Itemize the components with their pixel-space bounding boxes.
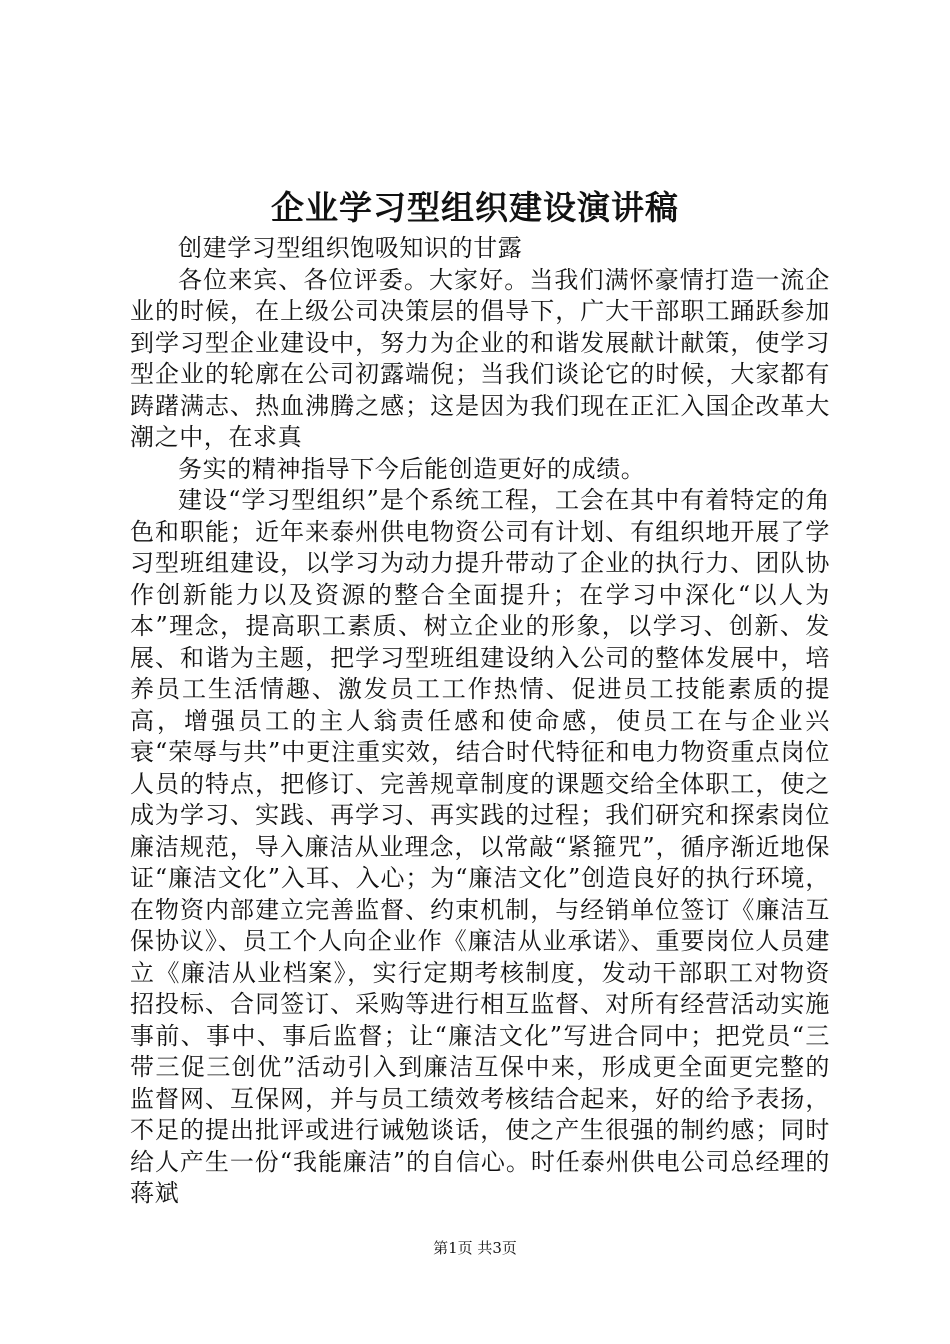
body-paragraph: 务实的精神指导下今后能创造更好的成绩。 bbox=[178, 454, 646, 483]
body-paragraph: 建设“学习型组织”是个系统工程，工会在其中有着特定的角色和职能；近年来泰州供电物资公司有计划、有组织地开展了学习型班组建设，以学习为动力提升带动了企业的执行力、团队协作创新能力以及资源的整合全面提升；在学习中深化“以人为本”理念，提高职工素质、树立企业的形象，以学习、创新、发展、和谐为主题，把学习型班组建设纳入公司的整体发展中，培养员工生活情趣、激发员工工作热情、促进员工技能素质的提高，增强员工的主人翁责任感和使命感，使员工在与企业兴衰“荣辱与共”中更注重实效，结合时代特征和电力物资重点岗位人员的特点，把修订、完善规章制度的课题交给全体职工，使之成为学习、实践、再学习、再实践的过程；我们研究和探索岗位廉洁规范，导入廉洁从业理念，以常敲“紧箍咒”，循序渐近地保证“廉洁文化”入耳、入心；为“廉洁文化”创造良好的执行环境，在物资内部建立完善监督、约束机制，与经销单位签订《廉洁互保协议》、员工个人向企业作《廉洁从业承诺》、重要岗位人员建立《廉洁从业档案》，实行定期考核制度，发动干部职工对物资招投标、合同签订、采购等进行相互监督、对所有经营活动实施事前、事中、事后监督；让“廉洁文化”写进合同中；把党员“三带三促三创优”活动引入到廉洁互保中来，形成更全面更完整的监督网、互保网，并与员工绩效考核结合起来，好的给予表扬，不足的提出批评或进行诫勉谈话，使之产生很强的制约感；同时给人产生一份“我能廉洁”的自信心。时任泰州供电公司总经理的蒋斌 bbox=[130, 486, 830, 1207]
document-body bbox=[130, 233, 830, 1210]
page-title: 企业学习型组织建设演讲稿 bbox=[271, 188, 679, 227]
subtitle-paragraph: 创建学习型组织饱吸知识的甘露 bbox=[178, 234, 523, 262]
body-paragraph: 各位来宾、各位评委。大家好。当我们满怀豪情打造一流企业的时候，在上级公司决策层的倡导下，广大干部职工踊跃参加到学习型企业建设中，努力为企业的和谐发展献计献策，使学习型企业的轮廓在公司初露端倪；当我们谈论它的时候，大家都有踌躇满志、热血沸腾之感；这是因为我们现在正汇入国企改革大潮之中，在求真 bbox=[130, 265, 830, 451]
page-footer: 第1页 共3页 bbox=[433, 1239, 517, 1257]
